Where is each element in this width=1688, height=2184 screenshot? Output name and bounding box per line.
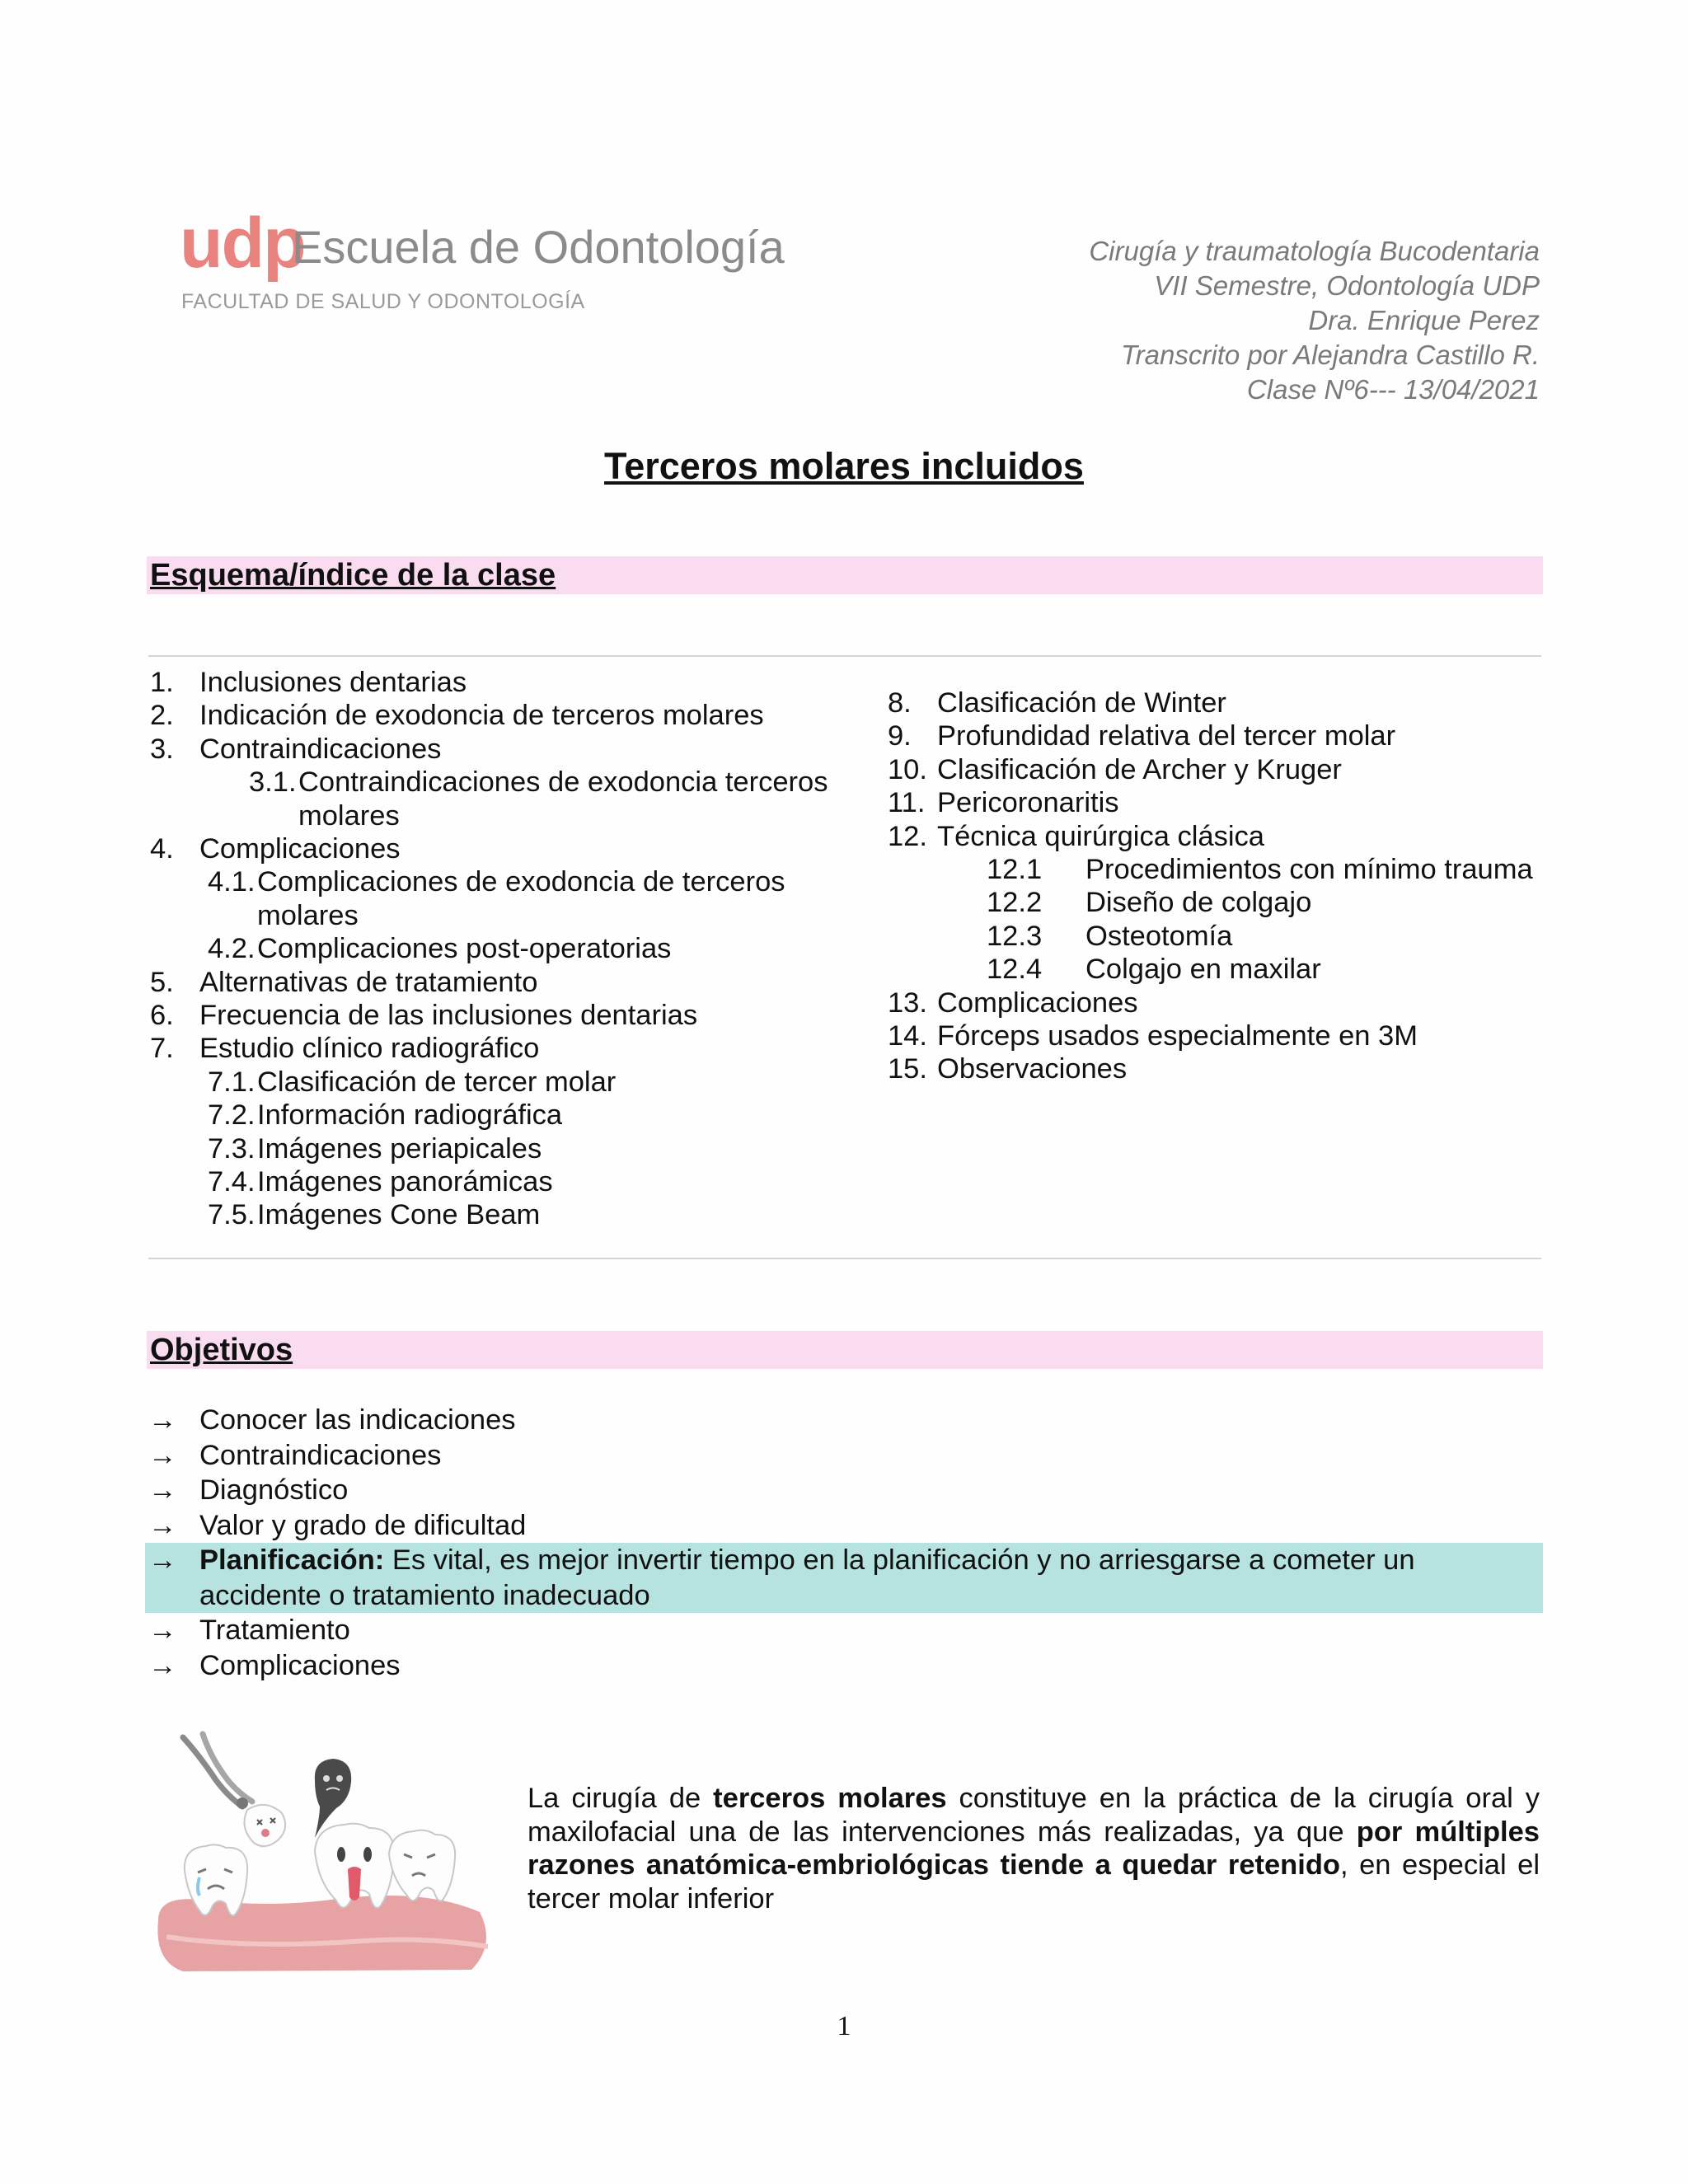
page-number: 1 bbox=[837, 2011, 851, 2041]
objective-item bbox=[145, 1473, 1543, 1508]
index-item bbox=[150, 666, 859, 699]
tooth-extraction-illustration bbox=[150, 1731, 504, 1978]
index-item-number: 7.5. bbox=[208, 1199, 256, 1231]
index-item-number: 4.2. bbox=[208, 933, 256, 965]
index-item-number: 4. bbox=[150, 832, 174, 865]
objective-text: Contraindicaciones bbox=[199, 1439, 442, 1471]
index-item bbox=[150, 932, 859, 965]
index-item-number: 7.4. bbox=[208, 1165, 256, 1197]
index-item-label: Contraindicaciones de exodoncia terceros molares bbox=[298, 766, 828, 832]
index-item-number: 7.2. bbox=[208, 1099, 256, 1132]
index-item-label: Contraindicaciones bbox=[199, 733, 442, 765]
sad-tooth-right bbox=[389, 1830, 455, 1901]
intro-text: constituye en la práctica de la cirugía oral y maxilofacial una de las intervenciones más realizadas, ya que bbox=[528, 1783, 1540, 1848]
course-transcriber: Transcrito por Alejandra Castillo R. bbox=[1120, 340, 1540, 370]
index-item-number: 7. bbox=[150, 1033, 174, 1065]
index-item-label: Información radiográfica bbox=[257, 1099, 563, 1132]
index-item-number: 4.1. bbox=[208, 866, 256, 898]
objectives-heading: Objetivos bbox=[150, 1333, 293, 1367]
arrow-icon: → bbox=[148, 1404, 177, 1436]
logo-brand: udp bbox=[180, 204, 305, 283]
objective-item bbox=[145, 1403, 1543, 1438]
screaming-tooth-middle bbox=[315, 1824, 394, 1908]
objective-item bbox=[145, 1438, 1543, 1474]
course-professor: Dra. Enrique Perez bbox=[1308, 305, 1540, 335]
index-item-number: 9. bbox=[888, 720, 912, 752]
index-item-label: Diseño de colgajo bbox=[1085, 887, 1312, 919]
index-item-label: Complicaciones post-operatorias bbox=[257, 933, 672, 965]
index-item bbox=[888, 920, 1547, 953]
index-item-label: Estudio clínico radiográfico bbox=[199, 1033, 540, 1065]
index-item-number: 3. bbox=[150, 733, 174, 765]
intro-text: La cirugía de bbox=[528, 1783, 714, 1814]
objective-item bbox=[145, 1543, 1543, 1613]
objectives-list bbox=[145, 1403, 1543, 1683]
index-item bbox=[150, 999, 859, 1032]
course-class-date: Clase Nº6--- 13/04/2021 bbox=[1246, 374, 1540, 405]
index-item bbox=[150, 699, 859, 732]
index-item bbox=[888, 886, 1547, 919]
index-item-number: 7.1. bbox=[208, 1066, 256, 1098]
objective-text: Tratamiento bbox=[199, 1615, 350, 1646]
index-list-right bbox=[888, 687, 1547, 1086]
index-item-label: Profundidad relativa del tercer molar bbox=[937, 720, 1396, 752]
arrow-icon: → bbox=[148, 1474, 177, 1506]
index-item-label: Complicaciones bbox=[199, 832, 401, 865]
index-item-label: Clasificación de tercer molar bbox=[257, 1066, 617, 1098]
index-item bbox=[888, 953, 1547, 986]
arrow-icon: → bbox=[148, 1615, 177, 1646]
arrow-icon: → bbox=[148, 1509, 177, 1541]
objective-text: Valor y grado de dificultad bbox=[199, 1509, 527, 1541]
index-item bbox=[888, 687, 1547, 719]
objective-text: Conocer las indicaciones bbox=[199, 1404, 516, 1436]
objective-text: Es vital, es mejor invertir tiempo en la planificación y no arriesgarse a cometer un accidente o tratamiento inadecuado bbox=[199, 1544, 1415, 1611]
index-item-label: Indicación de exodoncia de terceros molares bbox=[199, 700, 764, 732]
index-item-number: 12.4 bbox=[987, 954, 1043, 986]
index-item-number: 10. bbox=[888, 753, 927, 785]
index-item-label: Clasificación de Archer y Kruger bbox=[937, 753, 1342, 785]
arrow-icon: → bbox=[148, 1649, 177, 1681]
index-item-number: 11. bbox=[888, 787, 926, 819]
index-item-label: Fórceps usados especialmente en 3M bbox=[937, 1019, 1418, 1052]
index-item bbox=[888, 1052, 1547, 1085]
divider bbox=[148, 655, 1541, 657]
index-item-number: 5. bbox=[150, 966, 174, 998]
course-name: Cirugía y traumatología Bucodentaria bbox=[1089, 236, 1540, 266]
objectives-section-header bbox=[147, 1331, 1543, 1369]
intro-bold: por múltiples razones anatómica-embriológicas tiende a quedar retenido bbox=[528, 1816, 1540, 1881]
arrow-icon: → bbox=[148, 1544, 177, 1576]
index-item bbox=[888, 853, 1547, 886]
index-item-label: Clasificación de Winter bbox=[937, 687, 1226, 719]
index-item bbox=[150, 1198, 859, 1231]
index-item-number: 12.2 bbox=[987, 887, 1043, 919]
objective-emphasis: Planificación: bbox=[199, 1544, 385, 1576]
index-item-number: 8. bbox=[888, 687, 912, 719]
index-item-number: 14. bbox=[888, 1019, 927, 1052]
logo-school-name: Escuela de Odontología bbox=[292, 221, 785, 273]
index-item bbox=[888, 786, 1547, 819]
index-item-label: Frecuencia de las inclusiones dentarias bbox=[199, 999, 698, 1031]
index-item-number: 6. bbox=[150, 999, 174, 1031]
index-heading: Esquema/índice de la clase bbox=[150, 558, 556, 593]
index-item bbox=[150, 865, 859, 932]
objective-item bbox=[145, 1648, 1543, 1684]
index-item-number: 13. bbox=[888, 987, 927, 1019]
course-info bbox=[1089, 234, 1540, 407]
divider bbox=[148, 1258, 1541, 1259]
index-section-header bbox=[147, 556, 1543, 594]
index-item-number: 2. bbox=[150, 700, 174, 732]
index-item-number: 12. bbox=[888, 820, 927, 852]
index-item-label: Inclusiones dentarias bbox=[199, 667, 467, 698]
index-item-label: Alternativas de tratamiento bbox=[199, 966, 538, 998]
index-item-label: Observaciones bbox=[937, 1053, 1128, 1085]
logo-faculty: FACULTAD DE SALUD Y ODONTOLOGÍA bbox=[181, 290, 585, 313]
forceps-icon bbox=[183, 1734, 252, 1809]
index-item bbox=[150, 1032, 859, 1065]
index-item-label: Imágenes panorámicas bbox=[257, 1165, 553, 1197]
index-item bbox=[888, 753, 1547, 786]
index-item bbox=[888, 1019, 1547, 1052]
objective-text: Complicaciones bbox=[199, 1649, 401, 1681]
index-item-number: 12.1 bbox=[987, 853, 1043, 885]
index-item bbox=[888, 820, 1547, 853]
index-item-label: Procedimientos con mínimo trauma bbox=[1085, 853, 1533, 885]
index-item-label: Osteotomía bbox=[1085, 920, 1233, 952]
extracted-tooth bbox=[244, 1805, 285, 1846]
school-logo bbox=[180, 204, 785, 331]
index-item bbox=[150, 1165, 859, 1198]
index-item-label: Pericoronaritis bbox=[937, 787, 1119, 819]
objective-item bbox=[145, 1613, 1543, 1648]
index-item bbox=[150, 1066, 859, 1099]
index-item-label: Imágenes Cone Beam bbox=[257, 1199, 541, 1231]
index-item-label: Complicaciones de exodoncia de terceros molares bbox=[257, 866, 785, 931]
intro-bold: terceros molares bbox=[713, 1783, 947, 1814]
arrow-icon: → bbox=[148, 1439, 177, 1471]
intro-text: , en especial el tercer molar inferior bbox=[528, 1849, 1540, 1915]
course-semester: VII Semestre, Odontología UDP bbox=[1154, 270, 1540, 301]
objective-text: Diagnóstico bbox=[199, 1474, 349, 1506]
index-item-number: 3.1. bbox=[249, 766, 297, 799]
index-item-label: Técnica quirúrgica clásica bbox=[937, 820, 1264, 852]
index-item bbox=[150, 766, 859, 832]
index-item-number: 15. bbox=[888, 1053, 927, 1085]
index-item bbox=[150, 733, 859, 766]
index-item-label: Imágenes periapicales bbox=[257, 1132, 542, 1165]
index-item bbox=[150, 1099, 859, 1132]
index-item bbox=[150, 832, 859, 865]
index-item-number: 12.3 bbox=[987, 920, 1043, 952]
index-item-label: Complicaciones bbox=[937, 987, 1138, 1019]
index-item bbox=[888, 719, 1547, 752]
index-item bbox=[888, 987, 1547, 1019]
index-item-label: Colgajo en maxilar bbox=[1085, 954, 1321, 986]
index-item-number: 7.3. bbox=[208, 1132, 256, 1165]
index-item bbox=[150, 966, 859, 999]
objective-item bbox=[145, 1508, 1543, 1544]
index-item-number: 1. bbox=[150, 667, 174, 698]
index-list-left bbox=[150, 666, 859, 1232]
document-title: Terceros molares incluidos bbox=[604, 445, 1084, 487]
index-item bbox=[150, 1132, 859, 1165]
intro-paragraph bbox=[528, 1782, 1540, 1915]
